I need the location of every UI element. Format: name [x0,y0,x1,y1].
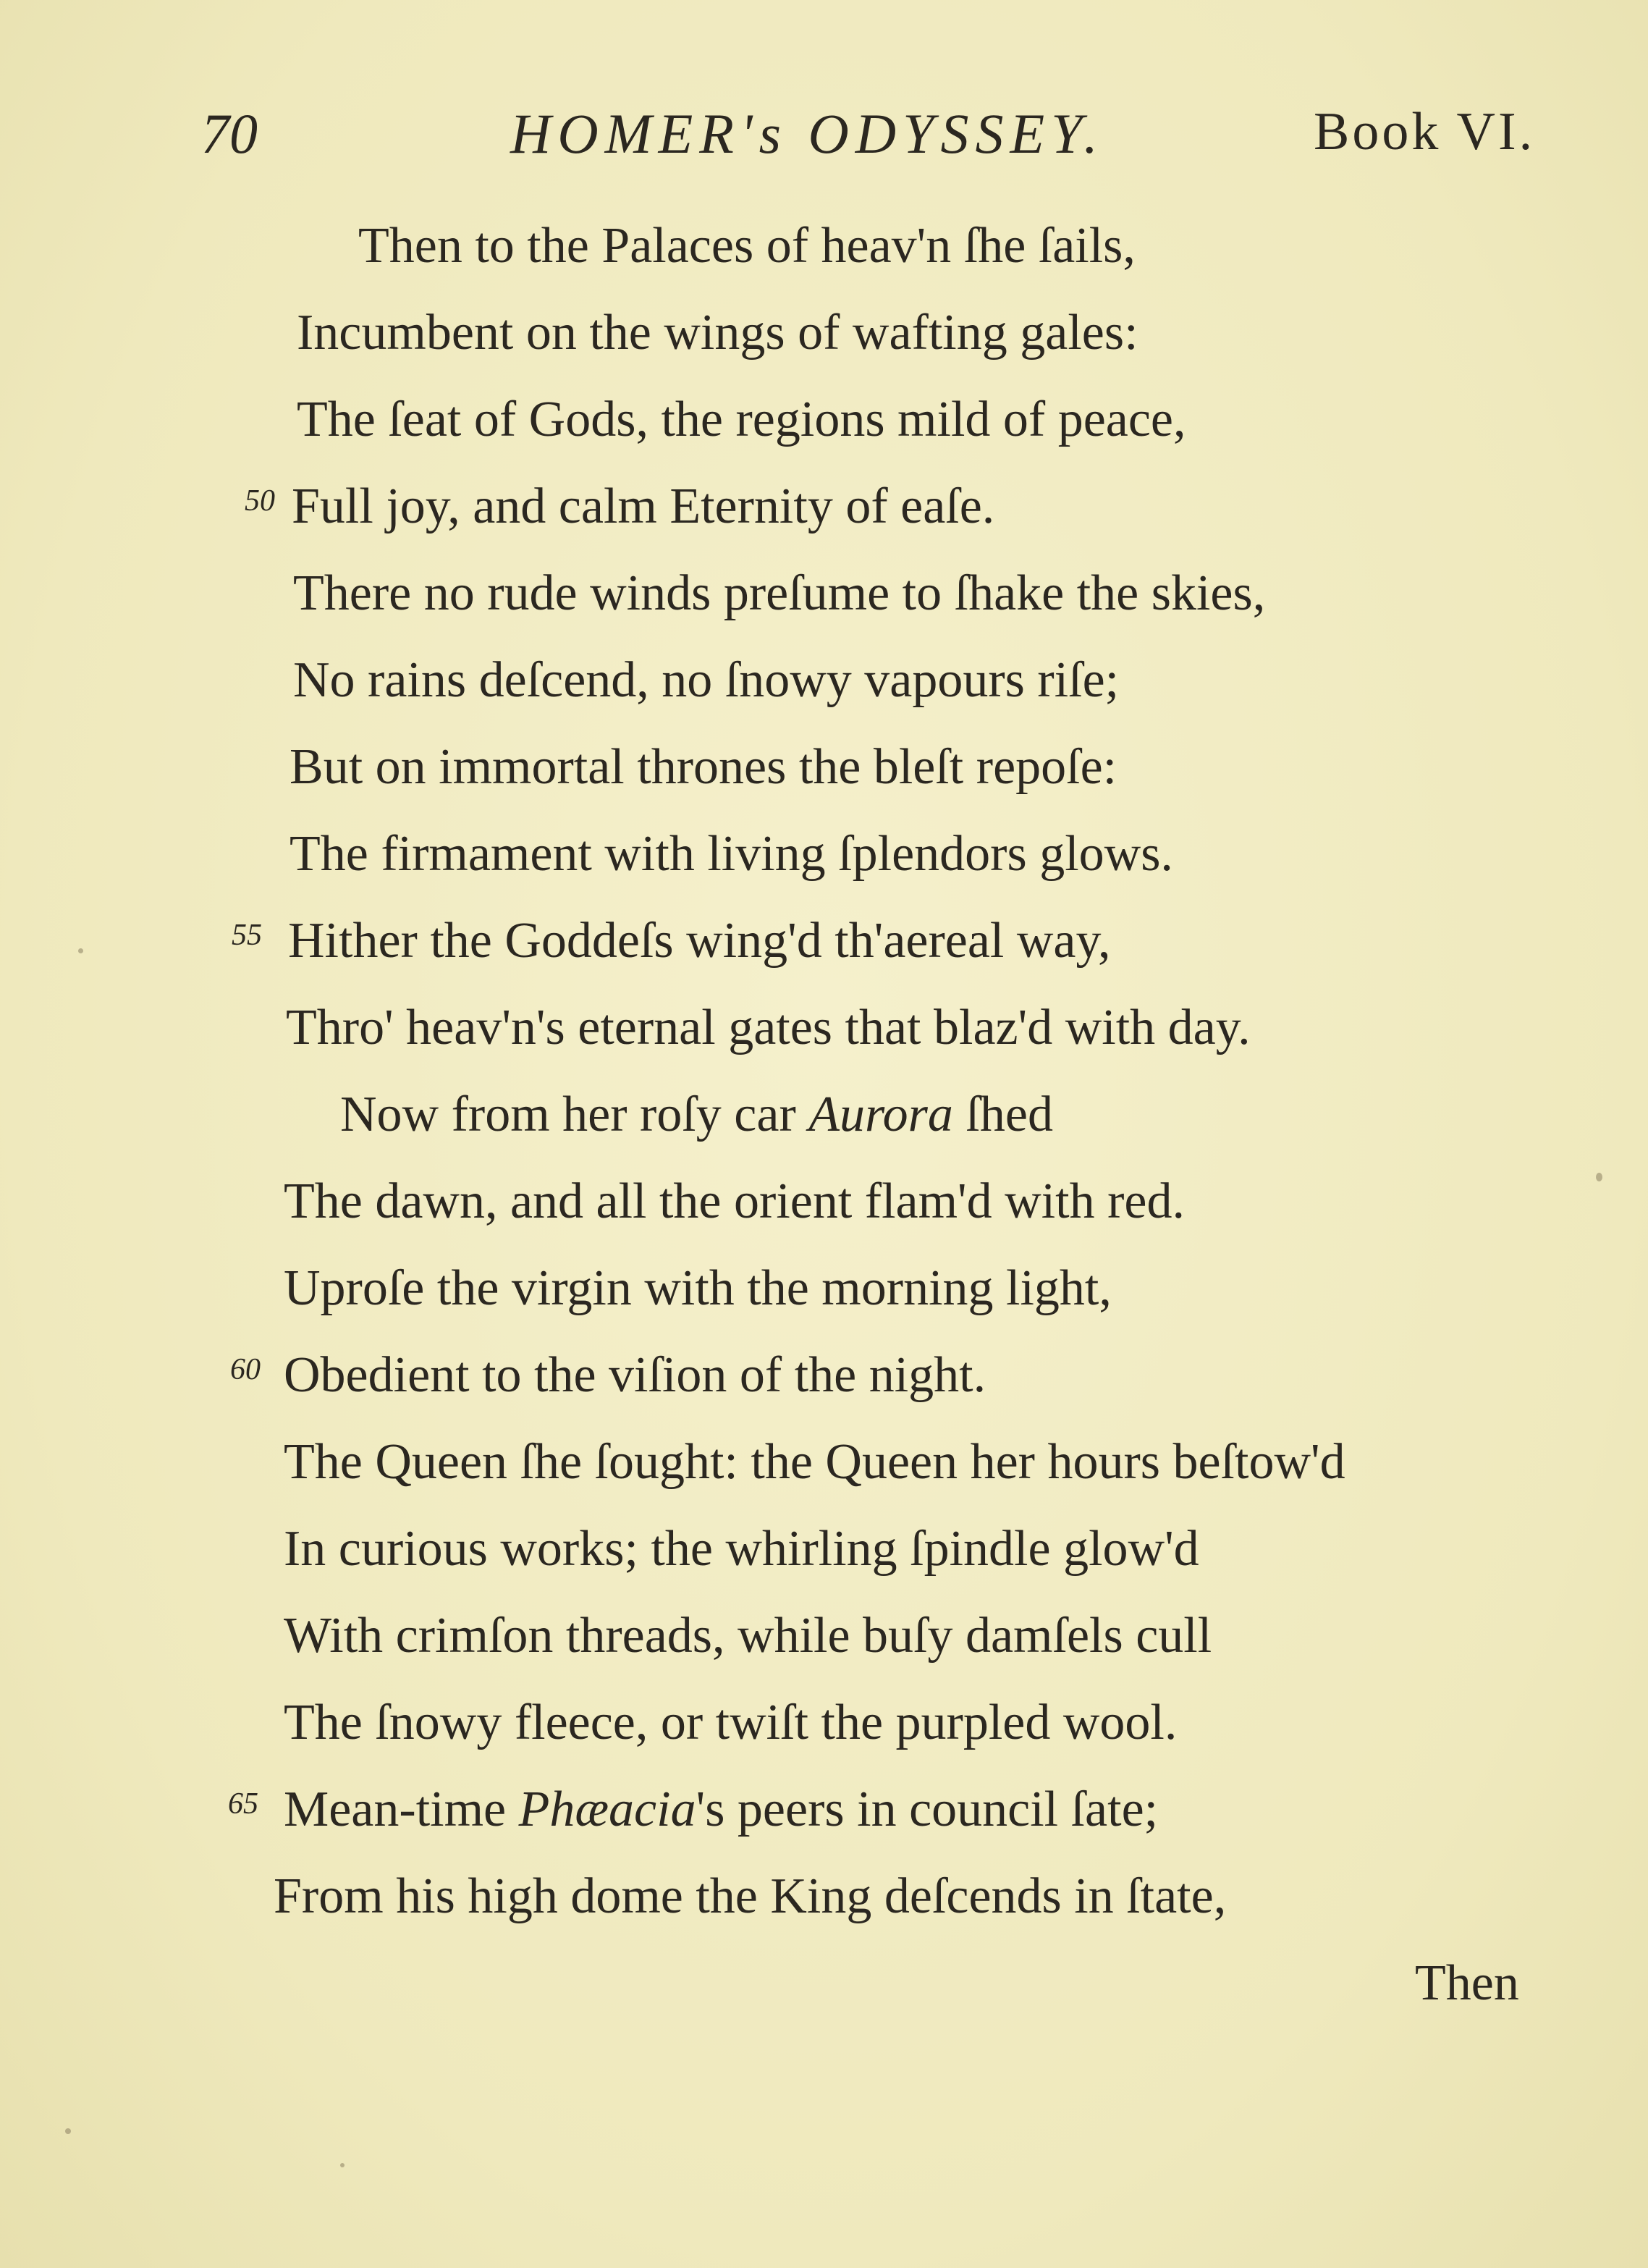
page-header [0,101,1648,181]
verse-line: Obedient to the viſion of the night. [284,1347,986,1403]
verse-line: The firmament with living ſplendors glows. [290,826,1173,882]
verse-line: Uproſe the virgin with the morning light, [284,1260,1112,1316]
line-number: 55 [232,919,262,952]
verse-line: With crimſon threads, while buſy damſels cull [284,1608,1212,1664]
verse-line: Full joy, and calm Eternity of eaſe. [292,479,995,534]
line-number: 50 [245,484,275,518]
verse-line: There no rude winds preſume to ſhake the skies, [293,565,1266,621]
verse-line: The dawn, and all the orient flam'd with red. [284,1173,1185,1229]
paper-speck [340,2163,345,2167]
book-number: VI. [1456,102,1536,161]
verse-line: Mean-time Phæacia's peers in council ſate; [284,1782,1159,1837]
paper-speck [65,2128,71,2134]
verse-line: The Queen ſhe ſought: the Queen her hours beſtow'd [284,1434,1345,1490]
verse-line: From his high dome the King deſcends in ſtate, [274,1868,1227,1924]
verse-line: Thro' heav'n's eternal gates that blaz'd with day. [286,1000,1251,1055]
paper-speck [78,948,83,953]
line-number: 65 [228,1787,258,1821]
verse-line: Hither the Goddeſs wing'd th'aereal way, [288,913,1111,969]
verse-line: The ſeat of Gods, the regions mild of peace, [297,392,1186,447]
verse-line: Now from her roſy car Aurora ſhed [340,1087,1053,1142]
page-number: 70 [201,102,258,165]
italic-name: Aurora [808,1087,953,1142]
verse-line: The ſnowy fleece, or twiſt the purpled wool. [284,1695,1178,1750]
paper-speck [1596,1173,1602,1181]
running-title: HOMER's ODYSSEY. [510,102,1104,165]
verse-line: But on immortal thrones the bleſt repoſe: [290,739,1117,795]
book-indicator [1314,101,1535,163]
verse-line: Incumbent on the wings of wafting gales: [297,305,1138,361]
verse-line: Then to the Palaces of heav'n ſhe ſails, [358,218,1136,274]
verse-line: In curious works; the whirling ſpindle glow'd [284,1521,1199,1577]
verse-line: No rains deſcend, no ſnowy vapours riſe; [293,652,1120,708]
catchword: Then [1415,1955,1519,2011]
line-number: 60 [230,1353,261,1386]
book-label: Book [1314,102,1442,161]
italic-name: Phæacia [518,1782,696,1837]
